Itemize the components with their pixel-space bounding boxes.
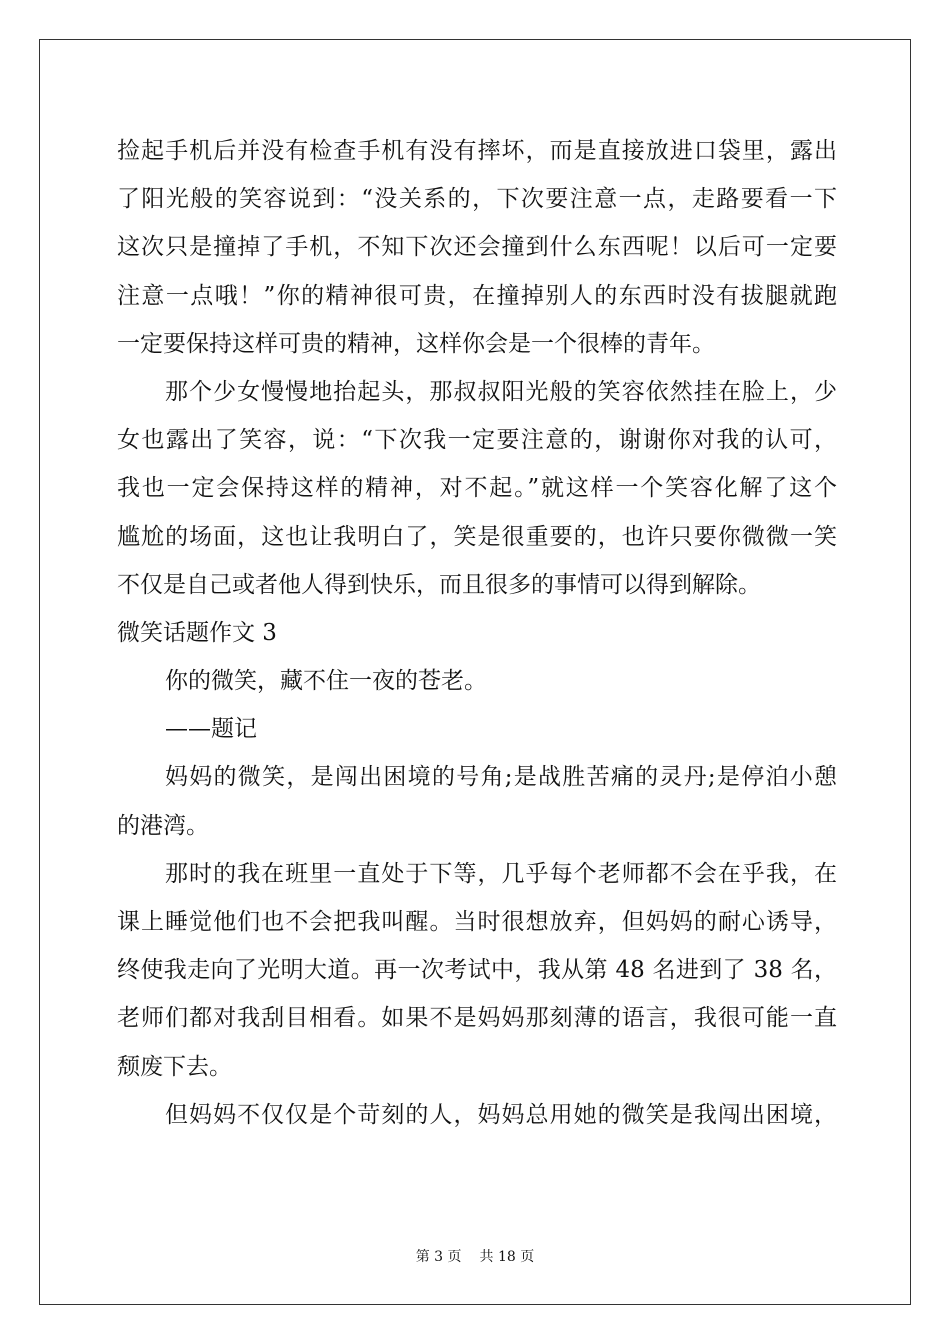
text-line: 一定要保持这样可贵的精神，这样你会是一个很棒的青年。 [117, 330, 715, 357]
text-line: 女也露出了笑容，说：“下次我一定要注意的，谢谢你对我的认可， [117, 427, 837, 454]
text-line: 妈妈的微笑，是闯出困境的号角;是战胜苦痛的灵丹;是停泊小憩 [165, 764, 837, 791]
text-line: 终使我走向了光明大道。再一次考试中，我从第 48 名进到了 38 名， [117, 957, 837, 984]
text-line: 那时的我在班里一直处于下等，几乎每个老师都不会在乎我，在 [165, 860, 837, 887]
page-footer [0, 1246, 950, 1266]
page-number: 第 3 页 [415, 1249, 462, 1265]
text-line: 了阳光般的笑容说到：“没关系的，下次要注意一点，走路要看一下 [117, 186, 837, 213]
text-line: 课上睡觉他们也不会把我叫醒。当时很想放弃，但妈妈的耐心诱导， [117, 909, 837, 935]
text-line: 不仅是自己或者他人得到快乐，而且很多的事情可以得到解除。 [117, 571, 761, 598]
text-line: 那个少女慢慢地抬起头，那叔叔阳光般的笑容依然挂在脸上，少 [165, 378, 837, 405]
epigraph-line: 你的微笑，藏不住一夜的苍老。 [165, 668, 487, 695]
text-line: 但妈妈不仅仅是个苛刻的人，妈妈总用她的微笑是我闯出困境， [165, 1101, 837, 1128]
text-line: 颓废下去。 [117, 1053, 232, 1080]
page-total: 共 18 页 [479, 1249, 535, 1265]
text-line: 注意一点哦！”你的精神很可贵，在撞掉别人的东西时没有拔腿就跑 [117, 282, 837, 309]
text-line: 的港湾。 [117, 812, 209, 839]
text-line: 捡起手机后并没有检查手机有没有摔坏，而是直接放进口袋里，露出 [117, 138, 837, 164]
document-body [117, 127, 837, 1139]
section-title: 微笑话题作文 3 [117, 619, 277, 646]
text-line: 尴尬的场面，这也让我明白了，笑是很重要的，也许只要你微微一笑 [117, 523, 837, 550]
text-line: 这次只是撞掉了手机，不知下次还会撞到什么东西呢！以后可一定要 [117, 234, 837, 261]
epigraph-attribution: ——题记 [165, 716, 257, 743]
text-line: 老师们都对我刮目相看。如果不是妈妈那刻薄的语言，我很可能一直 [117, 1005, 837, 1032]
text-line: 我也一定会保持这样的精神，对不起。”就这样一个笑容化解了这个 [117, 475, 837, 502]
